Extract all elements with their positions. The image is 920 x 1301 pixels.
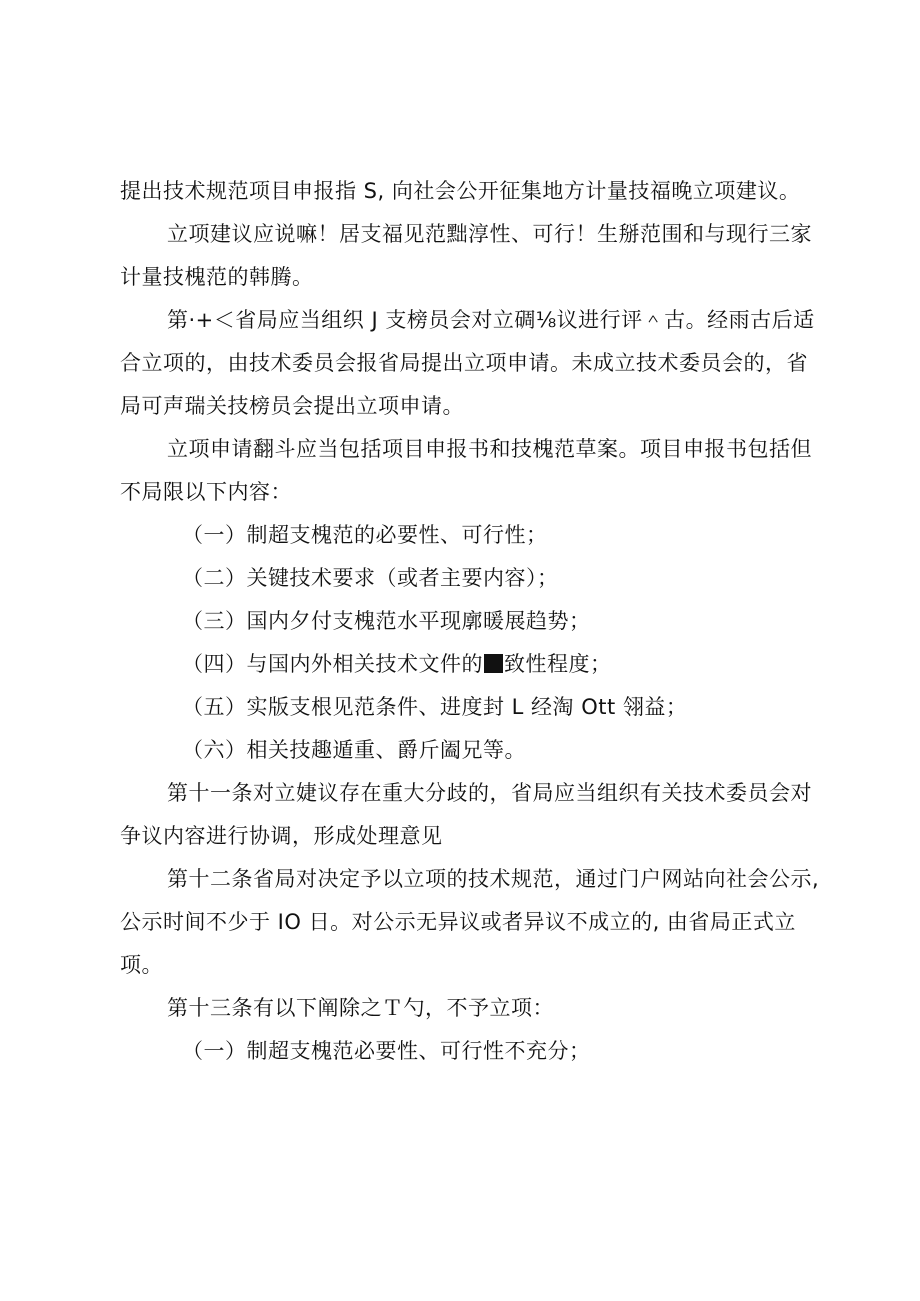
list-item [120,643,820,686]
paragraph-application-materials: 立项申请翻斗应当包括项目申报书和技槐范草案。项目申报书包括但不局限以下内容： [120,437,812,504]
list-item: （一）制超支槐范的必要性、可行性； [182,523,548,547]
document-body [120,170,820,1073]
paragraph-article-thirteen: 第十三条有以下阐除之Ｔ勺，不予立项： [167,996,554,1020]
paragraph-article-twelve: 第十二条省局对决定予以立项的技术规范，通过门户网站向社会公示, 公示时间不少于 IO 日。对公示无异议或者异议不成立的, 由省局正式立项。 [120,867,820,977]
black-square-icon [484,654,503,673]
list-item-text-before: （四）与国内外相关技术文件的 [182,652,483,676]
paragraph-continuation: 提出技术规范项目申报指 S, 向社会公开征集地方计量技福晚立项建议。 [120,179,801,203]
list-item: （三）国内夕付支槐范水平现廓暖展趋势； [182,609,591,633]
paragraph-proposal-content: 立项建议应说嘛！居支福见范黜淳性、可行！生掰范围和与现行三家计量技槐范的韩腾。 [120,222,812,289]
list-item: （二）关键技术要求（或者主要内容）； [182,566,559,590]
paragraph-article-ten: 第·+＜省局应当组织 J 支榜员会对立碉⅛议进行评＾古。经雨古后适合立项的，由技术委员会报省局提出立项申请。未成立技术委员会的，省局可声瑞关技榜员会提出立项申请。 [120,308,815,418]
paragraph-article-eleven: 第十一条对立婕议存在重大分歧的，省局应当组织有关技术委员会对争议内容进行协调，形成处理意见 [120,781,812,848]
list-item: （五）实版支根见范条件、进度封 L 经淘 Ott 翎益； [182,695,688,719]
list-item: （一）制超支槐范必要性、可行性不充分； [182,1039,591,1063]
list-item-text-after: 致性程度； [504,652,612,676]
list-item: （六）相关技趣遁重、爵斤阖兄等。 [182,738,526,762]
